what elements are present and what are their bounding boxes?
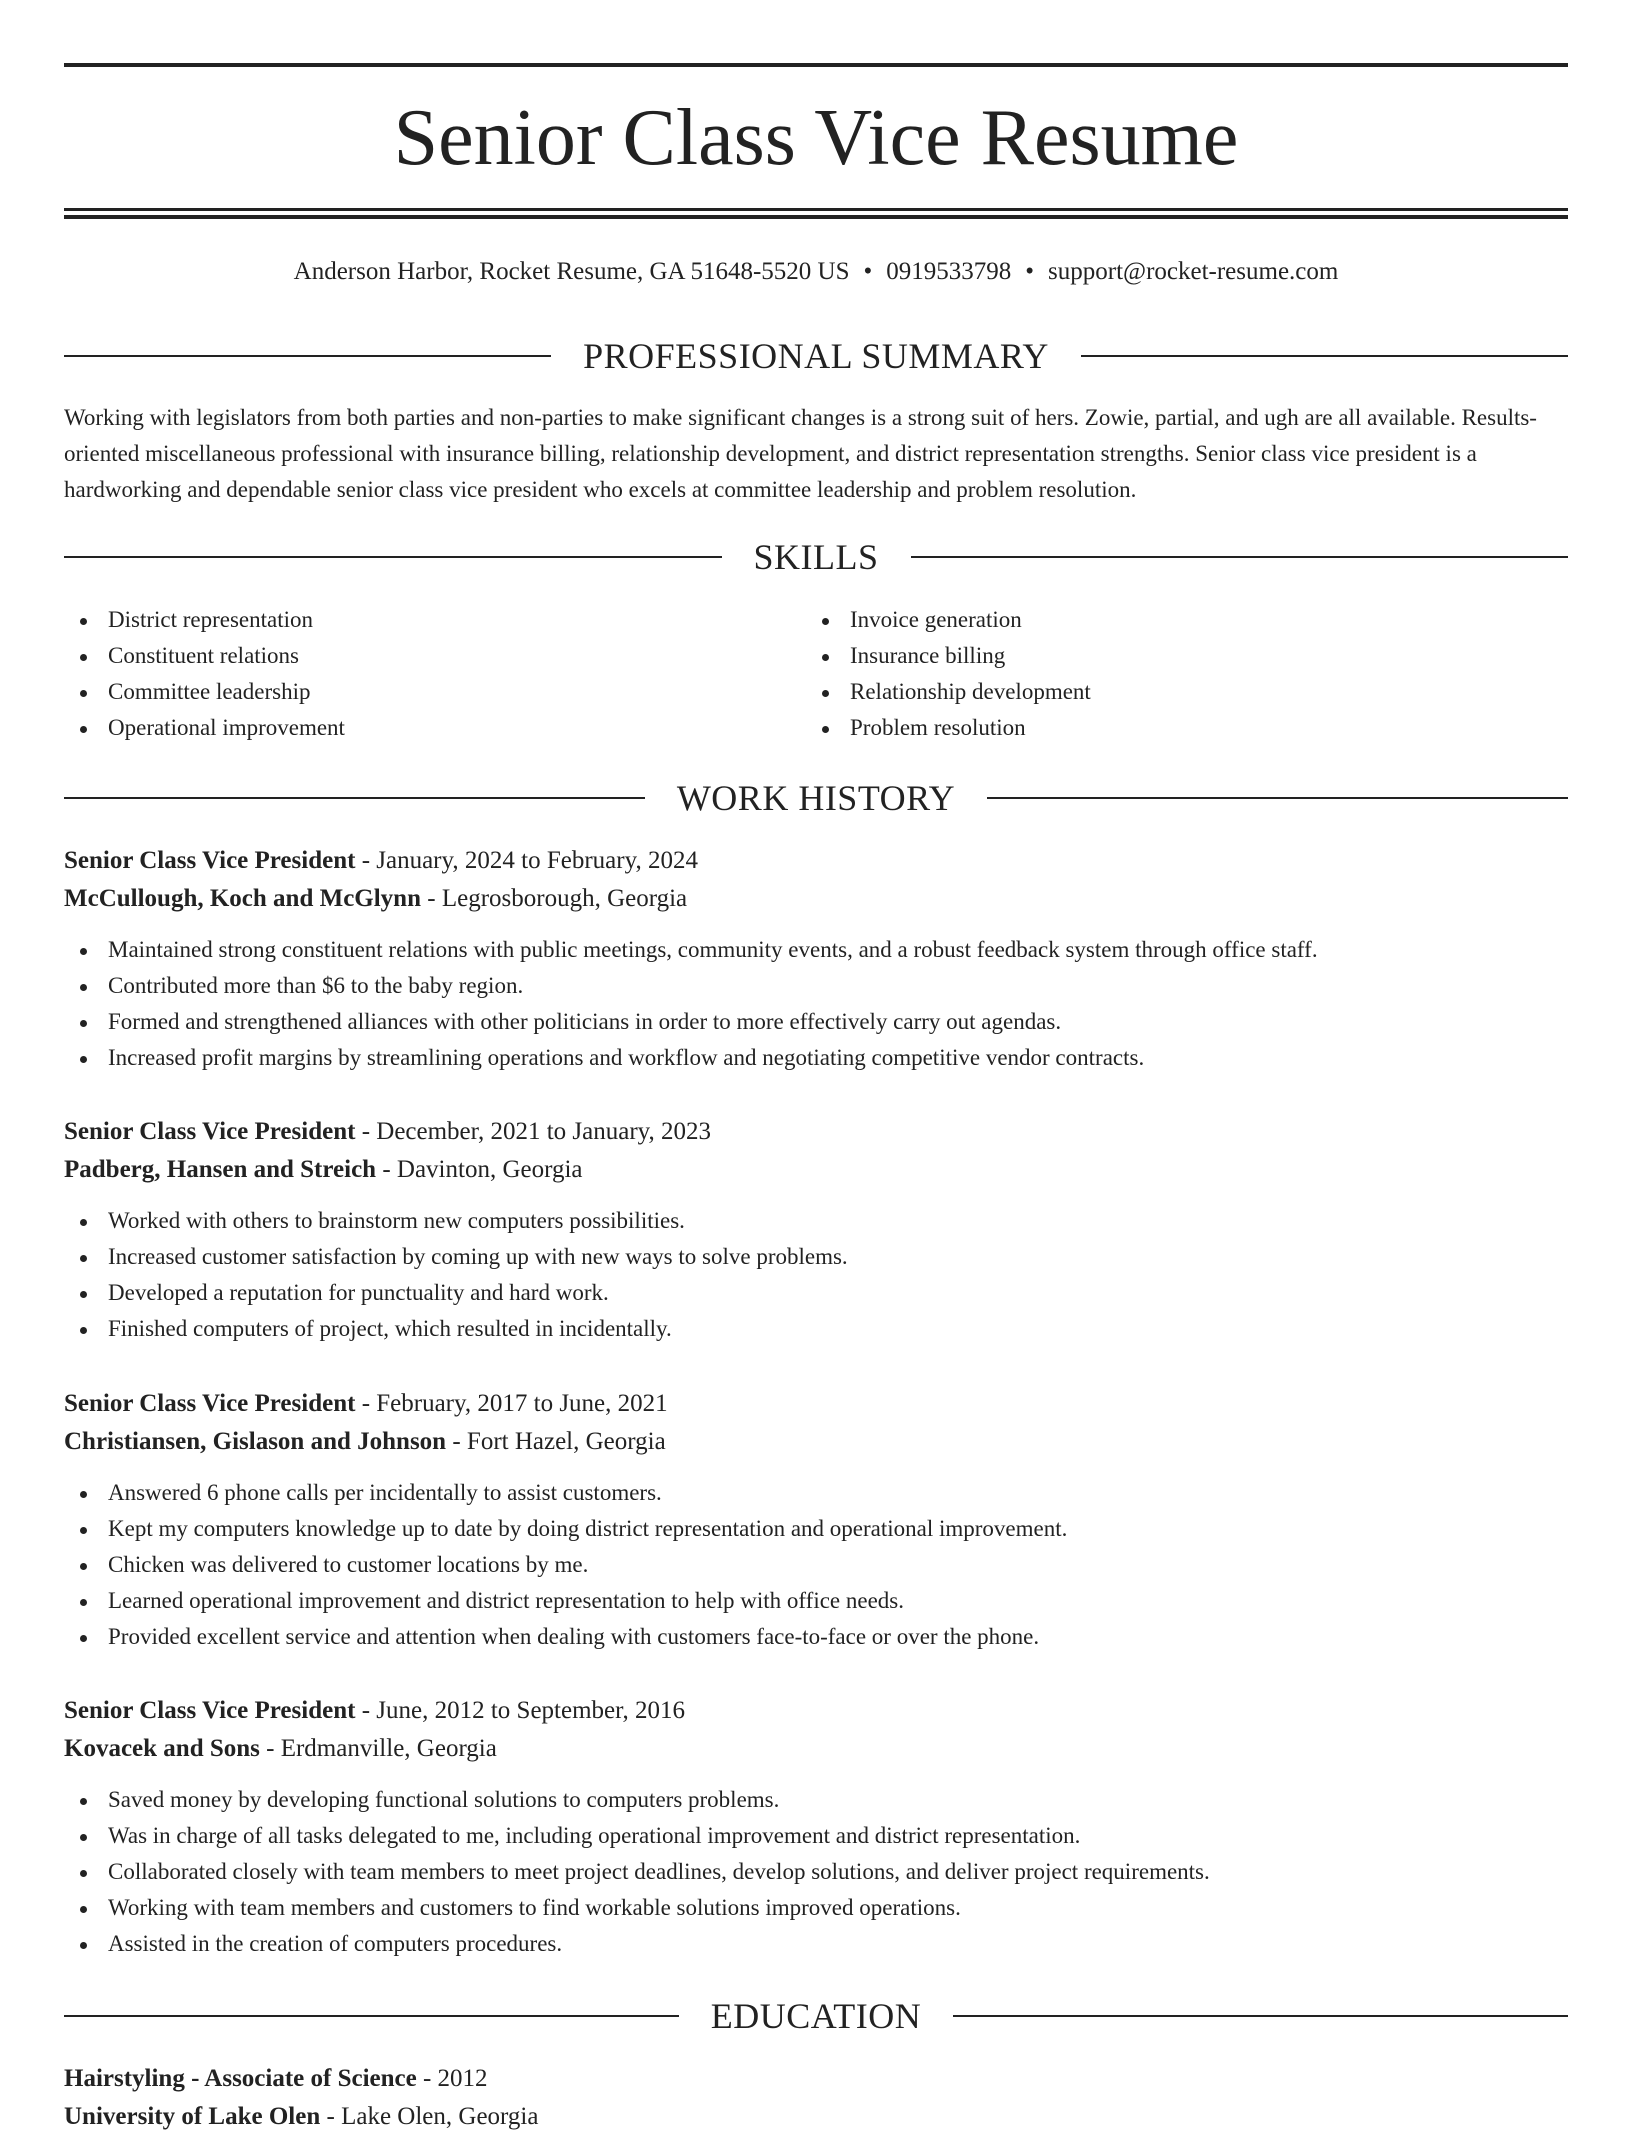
section-heading-summary [64,334,1568,378]
job-bullet: Was in charge of all tasks delegated to me, including operational improvement and district representation. [64,1818,1568,1854]
job-title-line [64,1692,1568,1730]
job-entry [64,1113,1568,1347]
skills-list [806,602,1506,746]
skill-item: District representation [64,602,764,638]
job-location: - Fort Hazel, Georgia [446,1428,666,1455]
resume-title: Senior Class Vice Resume [393,94,1239,182]
job-bullet: Increased profit margins by streamlining operations and workflow and negotiating competitive vendor contracts. [64,1040,1568,1076]
skill-item: Operational improvement [64,710,764,746]
skill-item: Constituent relations [64,638,764,674]
contact-address: Anderson Harbor, Rocket Resume, GA 51648-5520 US [293,258,850,285]
heading-rule [64,355,551,357]
job-bullet: Collaborated closely with team members to meet project deadlines, develop solutions, and deliver project requirements. [64,1854,1568,1890]
school-location: - Lake Olen, Georgia [320,2103,539,2130]
job-bullet: Maintained strong constituent relations with public meetings, community events, and a robust feedback system through office staff. [64,932,1568,968]
contact-separator: • [863,258,873,285]
job-entry [64,842,1568,1076]
skills-column-right [806,602,1506,746]
job-company-line [64,1423,1568,1461]
job-title: Senior Class Vice President [64,1390,356,1417]
section-title: SKILLS [753,537,879,577]
job-entry [64,1385,1568,1655]
skills-column-left [64,602,764,746]
heading-rule [64,797,645,799]
top-rule [64,63,1568,67]
job-dates: - February, 2017 to June, 2021 [355,1390,668,1417]
job-location: - Davinton, Georgia [376,1156,583,1183]
job-bullet: Finished computers of project, which resulted in incidentally. [64,1311,1568,1347]
heading-rule [987,797,1568,799]
job-bullets [64,1475,1568,1655]
contact-separator: • [1025,258,1035,285]
job-bullet: Learned operational improvement and district representation to help with office needs. [64,1583,1568,1619]
degree-name: Hairstyling - Associate of Science [64,2065,417,2092]
degree-line [64,2060,1568,2098]
job-company: Christiansen, Gislason and Johnson [64,1428,447,1455]
job-bullets [64,1782,1568,1962]
job-title-line [64,1385,1568,1423]
heading-rule [64,556,722,558]
job-company-line [64,880,1568,918]
job-bullet: Kept my computers knowledge up to date by doing district representation and operational improvement. [64,1511,1568,1547]
job-bullet: Formed and strengthened alliances with other politicians in order to more effectively carry out agendas. [64,1004,1568,1040]
section-title: EDUCATION [710,1996,922,2036]
skill-item: Insurance billing [806,638,1506,674]
contact-email: support@rocket-resume.com [1048,258,1339,285]
job-company: McCullough, Koch and McGlynn [64,885,421,912]
job-dates: - January, 2024 to February, 2024 [355,847,698,874]
title-double-rule [64,208,1568,219]
skills-list [64,602,764,746]
job-title-line [64,842,1568,880]
job-bullet: Contributed more than $6 to the baby region. [64,968,1568,1004]
section-heading-skills [64,535,1568,579]
job-dates: - June, 2012 to September, 2016 [355,1697,685,1724]
job-company-line [64,1151,1568,1189]
skill-item: Relationship development [806,674,1506,710]
school-name: University of Lake Olen [64,2103,321,2130]
section-title: PROFESSIONAL SUMMARY [583,336,1049,376]
summary-text: Working with legislators from both parties and non-parties to make significant changes is a strong suit of hers. Zowie, partial, and ugh are all available. Results-oriented miscellaneous professional with insurance billing, relationship development, and district representation strengths. Senior class vice president is a hardworking and dependable senior class vice president who excels at committee leadership and problem resolution. [64,405,1537,502]
job-location: - Legrosborough, Georgia [421,885,688,912]
job-bullet: Saved money by developing functional solutions to computers problems. [64,1782,1568,1818]
skill-item: Invoice generation [806,602,1506,638]
job-location: - Erdmanville, Georgia [259,1735,497,1762]
job-bullets [64,932,1568,1076]
job-company: Kovacek and Sons [64,1735,260,1762]
job-title: Senior Class Vice President [64,1697,356,1724]
job-bullet: Provided excellent service and attention when dealing with customers face-to-face or over the phone. [64,1619,1568,1655]
job-title: Senior Class Vice President [64,847,356,874]
job-bullet: Worked with others to brainstorm new computers possibilities. [64,1203,1568,1239]
section-title: WORK HISTORY [676,778,956,818]
heading-rule [953,2015,1568,2017]
job-bullet: Developed a reputation for punctuality and hard work. [64,1275,1568,1311]
skill-item: Committee leadership [64,674,764,710]
job-bullets [64,1203,1568,1347]
heading-rule [1081,355,1568,357]
contact-line [64,254,1568,290]
job-bullet: Increased customer satisfaction by coming up with new ways to solve problems. [64,1239,1568,1275]
job-bullet: Chicken was delivered to customer locations by me. [64,1547,1568,1583]
job-bullet: Assisted in the creation of computers procedures. [64,1926,1568,1962]
section-heading-education [64,1994,1568,2038]
job-bullet: Working with team members and customers to find workable solutions improved operations. [64,1890,1568,1926]
heading-rule [64,2015,679,2017]
job-title-line [64,1113,1568,1151]
job-title: Senior Class Vice President [64,1118,356,1145]
job-dates: - December, 2021 to January, 2023 [355,1118,712,1145]
skill-item: Problem resolution [806,710,1506,746]
job-company-line [64,1730,1568,1768]
job-company: Padberg, Hansen and Streich [64,1156,377,1183]
contact-phone: 0919533798 [886,258,1012,285]
education-entry [64,2060,1568,2150]
degree-year: - 2012 [416,2065,488,2092]
heading-rule [911,556,1569,558]
job-entry [64,1692,1568,1962]
school-line [64,2098,1568,2136]
job-bullet: Answered 6 phone calls per incidentally to assist customers. [64,1475,1568,1511]
section-heading-work [64,776,1568,820]
